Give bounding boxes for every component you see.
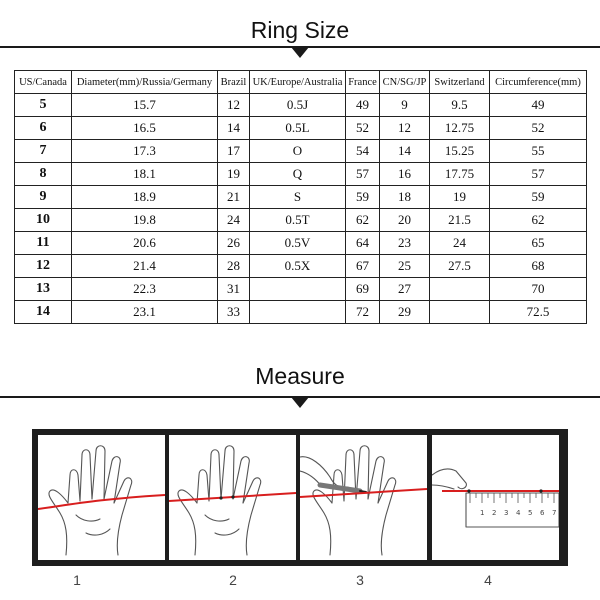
cell-uk-europe-australia <box>250 301 346 324</box>
cell-us-canada: 10 <box>15 209 72 232</box>
cell-cn-sg-jp: 18 <box>380 186 430 209</box>
cell-us-canada: 13 <box>15 278 72 301</box>
cell-cn-sg-jp: 14 <box>380 140 430 163</box>
ruler-label: 4 <box>516 509 521 517</box>
ruler-label: 7 <box>552 509 557 517</box>
step-1-number: 1 <box>73 572 81 588</box>
cell-circumference: 57 <box>490 163 587 186</box>
cell-cn-sg-jp: 23 <box>380 232 430 255</box>
table-row <box>15 255 587 278</box>
cell-cn-sg-jp: 9 <box>380 94 430 117</box>
cell-us-canada: 12 <box>15 255 72 278</box>
cell-diameter: 19.8 <box>72 209 218 232</box>
cell-france: 57 <box>346 163 380 186</box>
cell-brazil: 31 <box>218 278 250 301</box>
cell-cn-sg-jp: 27 <box>380 278 430 301</box>
ring-size-table <box>14 70 587 324</box>
ruler-label: 1 <box>480 509 485 517</box>
cell-circumference: 72.5 <box>490 301 587 324</box>
table-body <box>15 94 587 324</box>
ruler-label: 3 <box>504 509 509 517</box>
ring-size-title: Ring Size <box>250 17 350 43</box>
cell-cn-sg-jp: 20 <box>380 209 430 232</box>
cell-brazil: 14 <box>218 117 250 140</box>
cell-diameter: 22.3 <box>72 278 218 301</box>
cell-brazil: 21 <box>218 186 250 209</box>
measure-steps-strip <box>32 429 568 566</box>
header-brazil: Brazil <box>218 71 250 94</box>
cell-uk-europe-australia: 0.5J <box>250 94 346 117</box>
cell-cn-sg-jp: 29 <box>380 301 430 324</box>
cell-circumference: 68 <box>490 255 587 278</box>
ruler-label: 6 <box>540 509 545 517</box>
cell-switzerland: 15.25 <box>430 140 490 163</box>
measure-title: Measure <box>255 363 345 389</box>
cell-circumference: 65 <box>490 232 587 255</box>
cell-france: 72 <box>346 301 380 324</box>
cell-us-canada: 7 <box>15 140 72 163</box>
cell-brazil: 17 <box>218 140 250 163</box>
step-3-panel <box>300 435 427 560</box>
cell-switzerland: 12.75 <box>430 117 490 140</box>
step-2-number: 2 <box>229 572 237 588</box>
header-us-canada: US/Canada <box>15 71 72 94</box>
hand-marking-pen-icon <box>300 435 427 560</box>
header-france: France <box>346 71 380 94</box>
cell-uk-europe-australia: S <box>250 186 346 209</box>
cell-france: 64 <box>346 232 380 255</box>
header-switzerland: Switzerland <box>430 71 490 94</box>
cell-switzerland: 17.75 <box>430 163 490 186</box>
table-row <box>15 209 587 232</box>
ruler-label: 5 <box>528 509 533 517</box>
cell-switzerland <box>430 278 490 301</box>
header-diameter: Diameter(mm)/Russia/Germany <box>72 71 218 94</box>
cell-circumference: 49 <box>490 94 587 117</box>
ruler-measure-icon <box>432 435 559 560</box>
cell-switzerland: 27.5 <box>430 255 490 278</box>
ruler-label: 2 <box>492 509 497 517</box>
cell-circumference: 52 <box>490 117 587 140</box>
table-row <box>15 186 587 209</box>
cell-cn-sg-jp: 16 <box>380 163 430 186</box>
cell-diameter: 16.5 <box>72 117 218 140</box>
table-row <box>15 163 587 186</box>
cell-us-canada: 9 <box>15 186 72 209</box>
table-row <box>15 232 587 255</box>
header-cn-sg-jp: CN/SG/JP <box>380 71 430 94</box>
cell-uk-europe-australia: O <box>250 140 346 163</box>
cell-uk-europe-australia: 0.5T <box>250 209 346 232</box>
cell-brazil: 26 <box>218 232 250 255</box>
cell-us-canada: 6 <box>15 117 72 140</box>
cell-brazil: 12 <box>218 94 250 117</box>
step-2-panel <box>169 435 296 560</box>
table-row <box>15 140 587 163</box>
cell-diameter: 18.9 <box>72 186 218 209</box>
step-4-panel <box>432 435 559 560</box>
cell-france: 67 <box>346 255 380 278</box>
cell-uk-europe-australia <box>250 278 346 301</box>
step-1-panel <box>38 435 165 560</box>
cell-france: 52 <box>346 117 380 140</box>
cell-circumference: 55 <box>490 140 587 163</box>
cell-france: 49 <box>346 94 380 117</box>
cell-brazil: 24 <box>218 209 250 232</box>
cell-diameter: 20.6 <box>72 232 218 255</box>
ring-size-pointer-icon <box>291 47 309 58</box>
table-row <box>15 94 587 117</box>
cell-switzerland: 9.5 <box>430 94 490 117</box>
step-3-number: 3 <box>356 572 364 588</box>
cell-circumference: 59 <box>490 186 587 209</box>
cell-diameter: 17.3 <box>72 140 218 163</box>
cell-uk-europe-australia: Q <box>250 163 346 186</box>
table-header-row <box>15 71 587 94</box>
table-row <box>15 117 587 140</box>
cell-cn-sg-jp: 25 <box>380 255 430 278</box>
hand-with-string-icon <box>38 435 165 560</box>
cell-us-canada: 8 <box>15 163 72 186</box>
cell-us-canada: 11 <box>15 232 72 255</box>
cell-brazil: 28 <box>218 255 250 278</box>
cell-uk-europe-australia: 0.5X <box>250 255 346 278</box>
step-4-number: 4 <box>484 572 492 588</box>
cell-uk-europe-australia: 0.5L <box>250 117 346 140</box>
cell-diameter: 15.7 <box>72 94 218 117</box>
header-circumference: Circumference(mm) <box>490 71 587 94</box>
cell-france: 62 <box>346 209 380 232</box>
cell-france: 54 <box>346 140 380 163</box>
cell-france: 59 <box>346 186 380 209</box>
cell-switzerland <box>430 301 490 324</box>
cell-us-canada: 5 <box>15 94 72 117</box>
cell-brazil: 19 <box>218 163 250 186</box>
cell-switzerland: 21.5 <box>430 209 490 232</box>
cell-diameter: 18.1 <box>72 163 218 186</box>
cell-brazil: 33 <box>218 301 250 324</box>
cell-switzerland: 24 <box>430 232 490 255</box>
cell-diameter: 21.4 <box>72 255 218 278</box>
table-row <box>15 301 587 324</box>
cell-switzerland: 19 <box>430 186 490 209</box>
cell-cn-sg-jp: 12 <box>380 117 430 140</box>
header-uk-europe-australia: UK/Europe/Australia <box>250 71 346 94</box>
measure-pointer-icon <box>291 397 309 408</box>
cell-circumference: 62 <box>490 209 587 232</box>
cell-diameter: 23.1 <box>72 301 218 324</box>
cell-circumference: 70 <box>490 278 587 301</box>
cell-uk-europe-australia: 0.5V <box>250 232 346 255</box>
cell-france: 69 <box>346 278 380 301</box>
table-row <box>15 278 587 301</box>
cell-us-canada: 14 <box>15 301 72 324</box>
hand-string-marked-icon <box>169 435 296 560</box>
